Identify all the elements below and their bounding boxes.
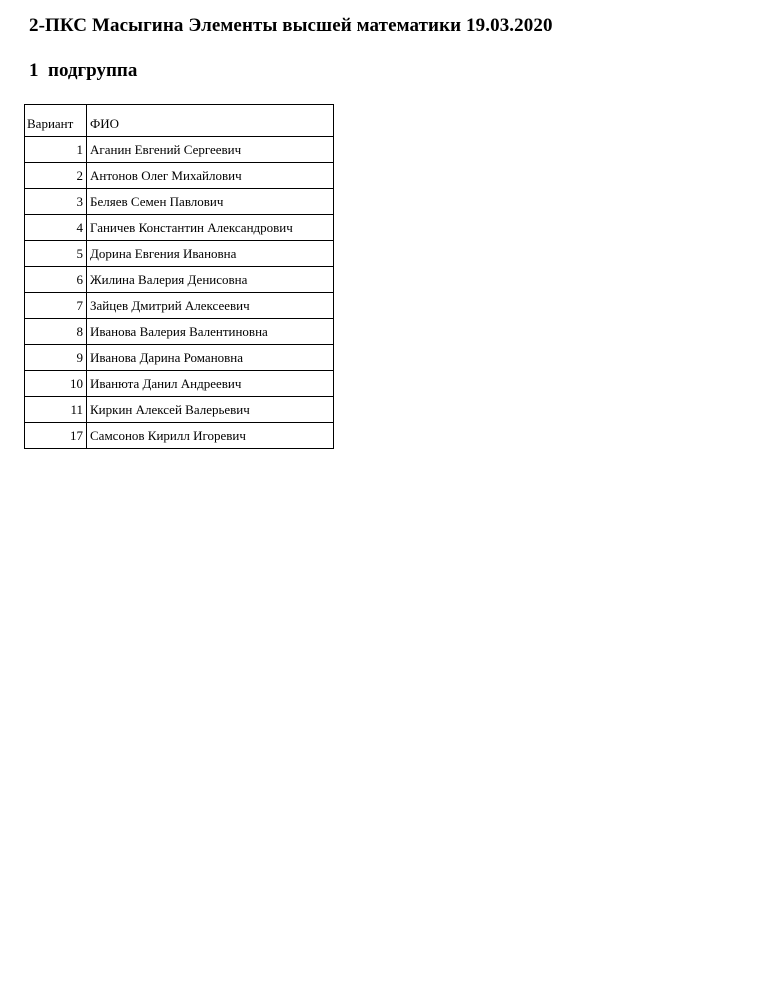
table-row [25,371,334,397]
variant-cell: 9 [25,345,87,371]
table-row [25,423,334,449]
student-table [24,104,334,449]
variant-cell: 4 [25,215,87,241]
variant-cell: 7 [25,293,87,319]
fio-cell: Иванова Валерия Валентиновна [87,319,334,345]
fio-cell: Иванюта Данил Андреевич [87,371,334,397]
table-row [25,345,334,371]
table-row [25,241,334,267]
fio-cell: Антонов Олег Михайлович [87,163,334,189]
fio-cell: Зайцев Дмитрий Алексеевич [87,293,334,319]
table-row [25,319,334,345]
fio-cell: Киркин Алексей Валерьевич [87,397,334,423]
variant-cell: 1 [25,137,87,163]
fio-cell: Самсонов Кирилл Игоревич [87,423,334,449]
table-row [25,267,334,293]
fio-cell: Ганичев Константин Александрович [87,215,334,241]
fio-cell: Иванова Дарина Романовна [87,345,334,371]
table-row [25,397,334,423]
table-row [25,293,334,319]
fio-cell: Дорина Евгения Ивановна [87,241,334,267]
table-row [25,215,334,241]
variant-cell: 17 [25,423,87,449]
table-row [25,189,334,215]
column-header-variant: Вариант [25,105,87,137]
subgroup-heading: 1 подгруппа [29,60,138,81]
variant-cell: 3 [25,189,87,215]
fio-cell: Аганин Евгений Сергеевич [87,137,334,163]
fio-cell: Жилина Валерия Денисовна [87,267,334,293]
page-title: 2-ПКС Масыгина Элементы высшей математики 19.03.2020 [29,15,553,36]
table-header-row [25,105,334,137]
column-header-fio: ФИО [87,105,334,137]
variant-cell: 5 [25,241,87,267]
fio-cell: Беляев Семен Павлович [87,189,334,215]
variant-cell: 6 [25,267,87,293]
variant-cell: 10 [25,371,87,397]
table-row [25,137,334,163]
variant-cell: 8 [25,319,87,345]
variant-cell: 11 [25,397,87,423]
table-row [25,163,334,189]
variant-cell: 2 [25,163,87,189]
